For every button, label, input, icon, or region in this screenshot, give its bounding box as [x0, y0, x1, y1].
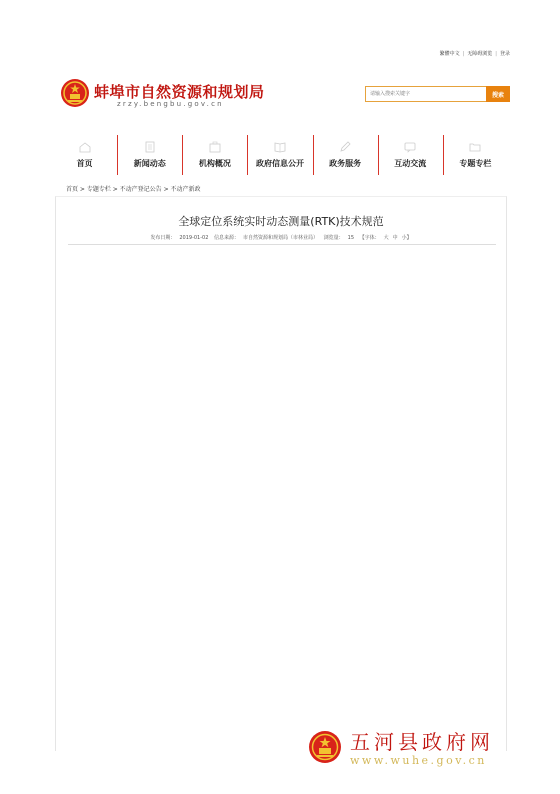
- font-small-button[interactable]: 小】: [401, 235, 412, 241]
- date-label: 发布日期：: [150, 235, 176, 241]
- building-icon: [208, 141, 222, 153]
- chat-icon: [403, 141, 417, 153]
- nav-label: 首页: [76, 159, 93, 168]
- site-header: [60, 78, 510, 112]
- traditional-chinese-link[interactable]: 繁體中文: [439, 51, 460, 57]
- breadcrumb[interactable]: 首页 > 专题专栏 > 不动产登记公告 > 不动产新政: [66, 186, 201, 193]
- font-medium-button[interactable]: 中: [392, 235, 398, 241]
- font-size-label: 【字体：: [359, 235, 380, 241]
- search-button[interactable]: 搜索: [486, 86, 510, 102]
- divider: [68, 244, 496, 245]
- nav-item-news[interactable]: [117, 135, 182, 175]
- document-icon: [143, 141, 157, 153]
- separator: |: [462, 50, 465, 57]
- book-icon: [273, 141, 287, 153]
- site-title: 蚌埠市自然资源和规划局: [94, 83, 265, 101]
- national-emblem-icon: [60, 78, 90, 108]
- view-count: 15: [347, 235, 355, 241]
- nav-label: 政务服务: [329, 159, 362, 168]
- login-link[interactable]: 登录: [499, 51, 510, 57]
- nav-item-info-disclosure[interactable]: [247, 135, 312, 175]
- site-domain: zrzy.bengbu.gov.cn: [117, 100, 224, 108]
- nav-label: 政府信息公开: [255, 159, 304, 168]
- article-title: 全球定位系统实时动态测量(RTK)技术规范: [178, 215, 384, 228]
- nav-item-home[interactable]: [52, 135, 117, 175]
- folder-icon: [468, 141, 482, 153]
- search-bar: [365, 86, 510, 102]
- article-meta: [56, 234, 506, 241]
- nav-label: 新闻动态: [133, 159, 166, 168]
- nav-item-services[interactable]: [313, 135, 378, 175]
- main-nav: [52, 135, 508, 175]
- separator: |: [495, 50, 497, 57]
- search-input[interactable]: [365, 86, 486, 102]
- info-source: 市自然资源和规划局（市林业局）: [243, 235, 319, 241]
- nav-label: 专题专栏: [459, 159, 492, 168]
- top-links: [440, 50, 510, 57]
- nav-item-interaction[interactable]: [378, 135, 443, 175]
- accessibility-link[interactable]: 无障碍浏览: [467, 51, 493, 57]
- watermark-domain: www.wuhe.gov.cn: [350, 754, 487, 767]
- nav-item-organization[interactable]: [182, 135, 247, 175]
- watermark-title: 五河县政府网: [350, 730, 494, 754]
- national-emblem-icon: [308, 730, 342, 764]
- article-content: [55, 196, 507, 751]
- nav-label: 机构概况: [198, 159, 231, 168]
- home-icon: [78, 141, 92, 153]
- publish-date: 2019-01-02: [179, 235, 209, 241]
- pen-icon: [338, 141, 352, 153]
- watermark: [308, 724, 508, 776]
- views-label: 浏览量：: [323, 235, 344, 241]
- nav-item-special-topics[interactable]: [443, 135, 508, 175]
- source-label: 信息来源：: [214, 235, 240, 241]
- nav-label: 互动交流: [394, 159, 427, 168]
- font-large-button[interactable]: 大: [383, 235, 389, 241]
